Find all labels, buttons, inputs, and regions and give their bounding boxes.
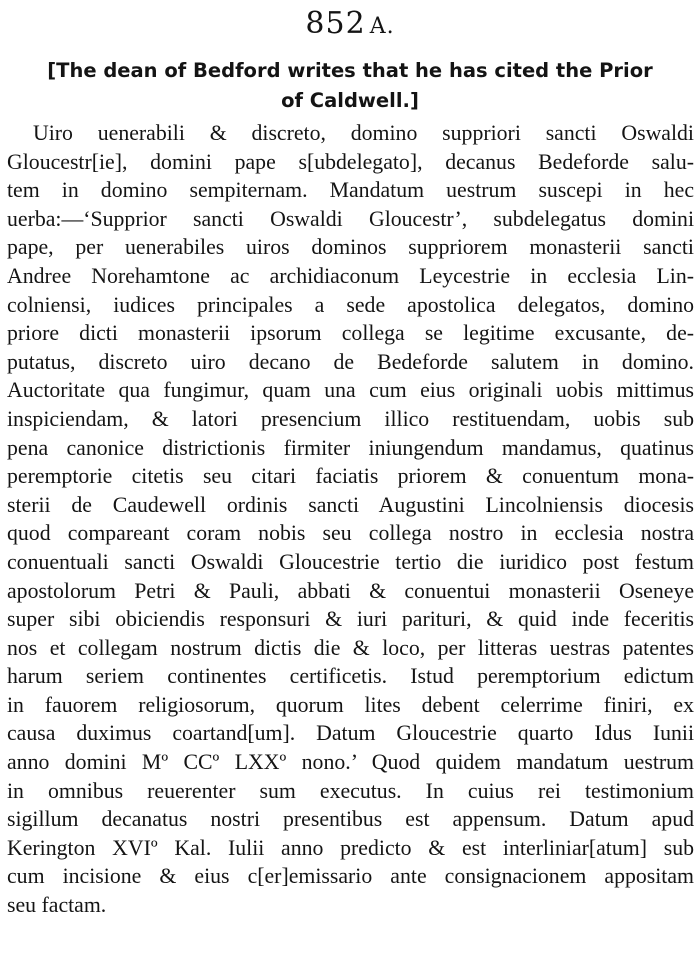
body-line: sigillum decanatus nostri presentibus est appensum. Datum apud: [7, 807, 694, 832]
body-line: inspiciendam, & latori presencium illico restituendam, uobis sub: [7, 406, 694, 431]
body-line: in omnibus reuerenter sum executus. In cuius rei testimonium: [7, 778, 694, 803]
body-line: in fauorem religiosorum, quorum lites debent celerrime finiri, ex: [7, 692, 694, 717]
body-line: Auctoritate qua fungimur, quam una cum eius originali uobis mittimus: [7, 378, 694, 403]
body-line: pena canonice districtionis firmiter iniungendum mandamus, quatinus: [7, 435, 694, 460]
body-line: pape, per uenerabiles uiros dominos suppriorem monasterii sancti: [7, 235, 694, 260]
document-heading: [18, 56, 682, 116]
body-line: colniensi, iudices principales a sede apostolica delegatos, domino: [7, 292, 694, 317]
document-number-value: 852: [305, 6, 366, 41]
body-line: anno domini Mº CCº LXXº nono.’ Quod quidem mandatum uestrum: [7, 750, 694, 775]
body-line: super sibi obiciendis responsuri & iuri parituri, & quid inde feceritis: [7, 607, 694, 632]
heading-line-1: [The dean of Bedford writes that he has cited the Prior: [47, 59, 653, 82]
body-line: conuentuali sancti Oswaldi Gloucestrie tertio die iuridico post festum: [7, 549, 694, 574]
body-line: putatus, discreto uiro decano de Bedeforde salutem in domino.: [7, 349, 694, 374]
body-line: cum incisione & eius c[er]emissario ante consignacionem appositam: [7, 864, 694, 889]
document-body: [7, 119, 694, 920]
body-line: quod compareant coram nobis seu collega nostro in ecclesia nostra: [7, 521, 694, 546]
body-line: Kerington XVIº Kal. Iulii anno predicto & est interliniar[atum] sub: [7, 835, 694, 860]
body-line: apostolorum Petri & Pauli, abbati & conuentui monasterii Oseneye: [7, 578, 694, 603]
document-number-suffix: A.: [369, 14, 395, 39]
heading-line-2: of Caldwell.]: [281, 89, 419, 112]
body-line: sterii de Caudewell ordinis sancti Augustini Lincolniensis diocesis: [7, 492, 694, 517]
body-line: harum seriem continentes certificetis. Istud peremptorium edictum: [7, 664, 694, 689]
body-line: nos et collegam nostrum dictis die & loco, per litteras uestras patentes: [7, 635, 694, 660]
body-line: uerba:—‘Supprior sancti Oswaldi Gloucestr’, subdelegatus domini: [7, 206, 694, 231]
body-line: priore dicti monasterii ipsorum collega se legitime excusante, de-: [7, 321, 694, 346]
body-line: Gloucestr[ie], domini pape s[ubdelegato], decanus Bedeforde salu-: [7, 149, 694, 174]
body-line: seu factam.: [7, 893, 107, 918]
body-line: Uiro uenerabili & discreto, domino suppriori sancti Oswaldi: [33, 121, 694, 145]
body-line: causa duximus coartand[um]. Datum Gloucestrie quarto Idus Iunii: [7, 721, 694, 746]
body-line: Andree Norehamtone ac archidiaconum Leycestrie in ecclesia Lin-: [7, 263, 694, 288]
body-line: tem in domino sempiternam. Mandatum uestrum suscepi in hec: [7, 178, 694, 203]
body-line: peremptorie citetis seu citari faciatis priorem & conuentum mona-: [7, 464, 694, 489]
document-number: [0, 6, 700, 41]
